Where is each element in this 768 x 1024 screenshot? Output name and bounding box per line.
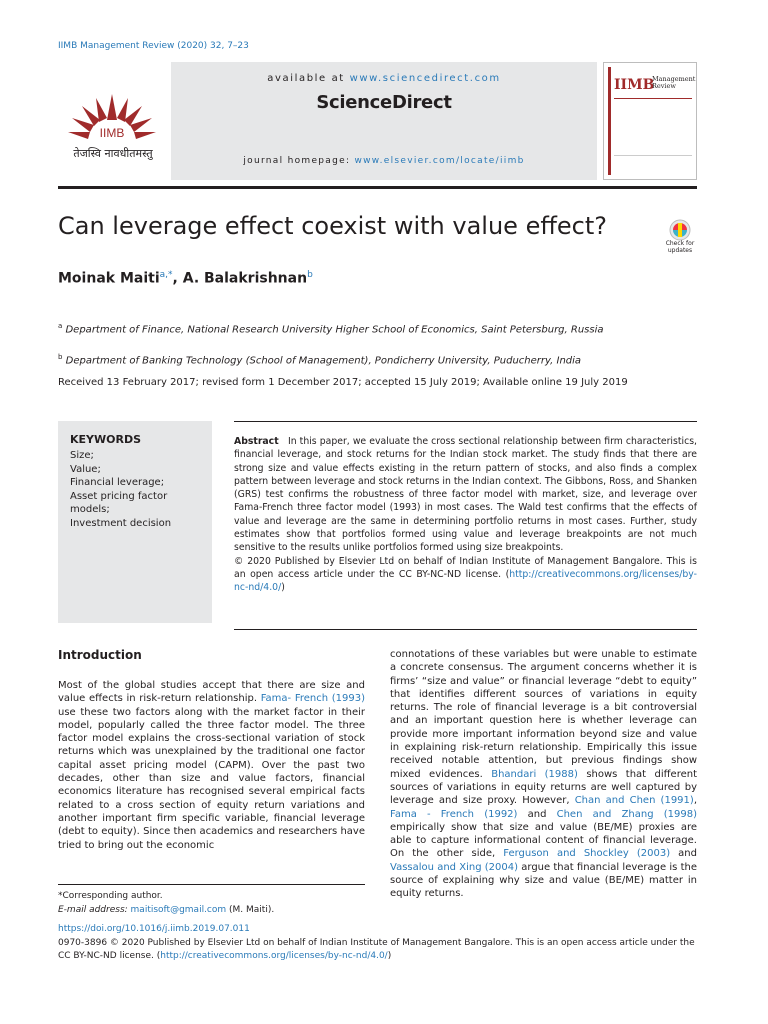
available-at-line xyxy=(171,73,597,84)
citation-link[interactable]: Bhandari (1988) xyxy=(491,768,578,780)
abstract-copyright-end: ) xyxy=(281,582,285,594)
citation-link[interactable]: Fama - French (1992) xyxy=(390,808,518,820)
body-text: connotations of these variables but were unable to estimate a concrete consensus. The argument concerns whether it is firms’ “size and value” or financial leverage “debt to equity” that identifies different sources of variations in equity returns. The role of financial leverage is a bit controversial and an important question here is whether leverage can provide more important information beyond size and value in explaining risk-return relationship. Empirically this issue received notable attention, but previous findings show mixed evidences. xyxy=(390,649,697,780)
body-text: , xyxy=(693,795,697,807)
logo-motto: तेजस्वि नावधीतमस्तु xyxy=(73,147,153,160)
citation-link[interactable]: Chen and Zhang (1998) xyxy=(556,808,697,820)
article-history: Received 13 February 2017; revised form 1 December 2017; accepted 15 July 2019; Available online 19 July 2019 xyxy=(58,377,628,388)
body-text: Most of the global studies accept that there are size and value effects in risk-return relationship. xyxy=(58,680,365,705)
author-separator: , xyxy=(172,270,183,287)
body-text: and xyxy=(670,848,697,860)
journal-homepage-link[interactable]: www.elsevier.com/locate/iimb xyxy=(354,156,525,166)
author-1[interactable]: Moinak Maiti xyxy=(58,270,160,287)
section-heading-introduction: Introduction xyxy=(58,648,142,662)
keywords-list xyxy=(70,449,210,531)
keyword-item: Value; xyxy=(70,463,101,475)
cover-bottom-divider xyxy=(614,155,692,156)
body-text: argue that financial leverage is the source of explaining why size and value (BE/ME) matter in equity returns. xyxy=(390,861,697,900)
affiliation-b-text: Department of Banking Technology (School of Management), Pondicherry University, Puducherry, India xyxy=(65,355,582,367)
abstract-bottom-rule xyxy=(234,629,697,630)
affiliation-a xyxy=(58,320,628,336)
abstract-label: Abstract xyxy=(234,436,279,447)
email-footnote xyxy=(58,905,274,915)
journal-cover xyxy=(603,62,697,180)
cover-accent-bar xyxy=(608,67,611,175)
citation-link[interactable]: Chan and Chen (1991) xyxy=(574,795,694,807)
license-link[interactable]: http://creativecommons.org/licenses/by-nc-nd/4.0/ xyxy=(160,950,388,961)
keyword-item: Asset pricing factor models; xyxy=(70,490,168,516)
body-column-right xyxy=(390,648,697,901)
crossmark-label[interactable]: Check for updates xyxy=(665,240,695,254)
sciencedirect-link[interactable]: www.sciencedirect.com xyxy=(349,73,501,84)
citation-link[interactable]: Fama- French (1993) xyxy=(260,693,365,705)
author-2-affiliation-marker[interactable]: b xyxy=(307,270,313,280)
body-text: and xyxy=(517,808,557,820)
body-text: shows that different sources of variations in equity returns are well captured by leverage and size proxy. However, xyxy=(390,768,697,807)
keyword-item: Investment decision xyxy=(70,517,172,529)
body-column-left xyxy=(58,679,365,852)
affiliation-a-text: Department of Finance, National Research University Higher School of Economics, Saint Petersburg, Russia xyxy=(65,324,604,336)
logo-text: IIMB xyxy=(99,126,125,140)
sciencedirect-banner xyxy=(171,62,597,180)
license-text: 0970-3896 © 2020 Published by Elsevier Ltd on behalf of Indian Institute of Management Bangalore. This is an open access article under the CC BY-NC-ND license. ( xyxy=(58,938,695,961)
keyword-item: Financial leverage; xyxy=(70,477,165,489)
citation-link[interactable]: Vassalou and Xing (2004) xyxy=(390,861,519,873)
author-list xyxy=(58,270,313,287)
cover-journal-subtitle: Management Review xyxy=(652,75,696,90)
keywords-heading: KEYWORDS xyxy=(70,433,142,446)
cover-divider xyxy=(614,98,692,99)
keyword-item: Size; xyxy=(70,450,94,461)
corresponding-author-note: *Corresponding author. xyxy=(58,891,163,901)
header-rule xyxy=(58,186,697,189)
abstract-top-rule xyxy=(234,421,697,422)
abstract-copyright: © 2020 Published by Elsevier Ltd on behalf of Indian Institute of Management Bangalore. This is an open access article under the CC BY-NC-ND license. ( xyxy=(234,555,697,580)
citation-link[interactable]: Ferguson and Shockley (2003) xyxy=(503,848,671,860)
footnote-rule xyxy=(58,884,365,885)
article-title: Can leverage effect coexist with value effect? xyxy=(58,212,607,240)
homepage-prefix: journal homepage: xyxy=(243,156,355,166)
body-text: use these two factors along with the market factor in their model, popularly called the three factor model. The three factor model explains the cross-sectional variation of stock returns which was unexplained by the traditional one factor capital asset pricing model (CAPM). Over the past two decades, other than size and value factors, financial economics literature has recognised several empirical facts related to a cross section of equity return variations and another important firm specific variable, financial leverage (debt to equity). Since then academics and researchers have tried to bring out the economic xyxy=(58,706,365,851)
cover-journal-name: IIMB xyxy=(614,77,655,93)
body-text: empirically show that size and value (BE/ME) proxies are able to capture informational content of financial leverage. On the other side, xyxy=(390,821,697,860)
abstract-text: In this paper, we evaluate the cross sectional relationship between firm characteristics, financial leverage, and stock returns for the Indian stock market. The study finds that there are strong size and value effects existing in the return pattern of stocks, and also finds a complex pattern between leverage and stock returns in the Indian context. The Gibbons, Ross, and Shanken (GRS) test confirms the robustness of three factor model with market, size, and leverage over Fama-French three factor model (1993) in most cases. The Wald test confirms that the effects of value and leverage are the same in determining portfolio returns in most cases. Further, study estimates show that portfolios formed using value and leverage breakpoints are not much sensitive to the results unlike portfolios formed using size breakpoints. xyxy=(234,436,697,554)
email-label: E-mail address: xyxy=(58,905,131,915)
journal-citation[interactable]: IIMB Management Review (2020) 32, 7–23 xyxy=(58,41,249,51)
available-prefix: available at xyxy=(267,73,350,84)
journal-homepage-line xyxy=(171,156,597,166)
affiliation-b xyxy=(58,351,658,367)
doi-link[interactable]: https://doi.org/10.1016/j.iimb.2019.07.011 xyxy=(58,924,250,934)
affiliation-a-marker: a xyxy=(58,322,63,330)
license-end: ) xyxy=(387,950,392,961)
abstract xyxy=(234,435,697,595)
keywords-box xyxy=(58,421,212,623)
author-1-affiliation-marker[interactable]: a,* xyxy=(159,270,173,280)
email-link[interactable]: maitisoft@gmail.com xyxy=(130,905,227,915)
email-suffix: (M. Maiti). xyxy=(226,905,275,915)
abstract-license-link[interactable]: http://creativecommons.org/licenses/by-nc-nd/4.0/ xyxy=(234,568,697,594)
author-2[interactable]: A. Balakrishnan xyxy=(182,270,308,287)
license-footer xyxy=(58,937,698,962)
publisher-name: ScienceDirect xyxy=(316,92,452,113)
affiliation-b-marker: b xyxy=(58,353,63,361)
